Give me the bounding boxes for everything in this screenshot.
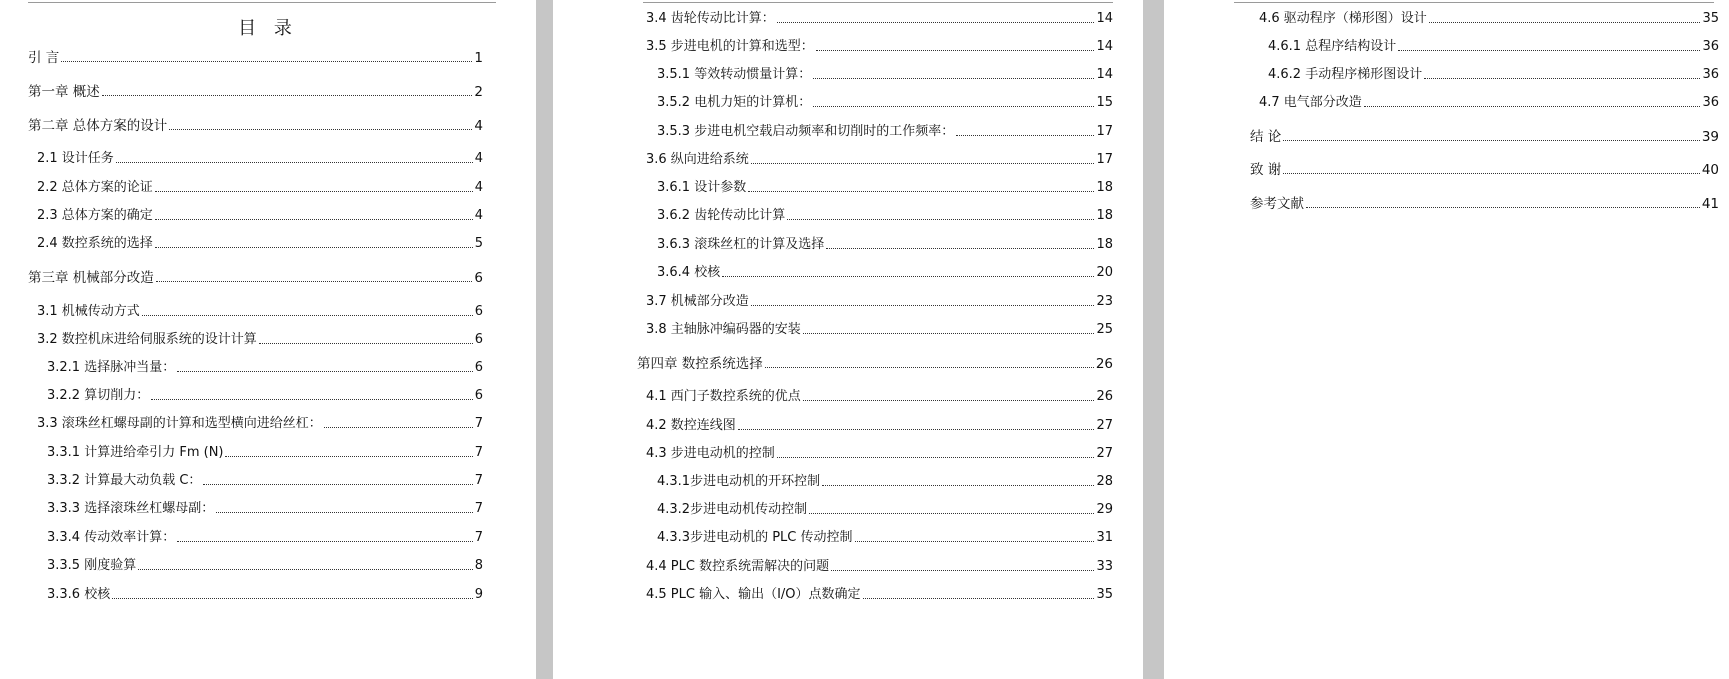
toc-entry[interactable]: 4.5 PLC 输入、输出（I/O）点数确定 35	[646, 587, 1113, 602]
toc-entry[interactable]: 3.2.2 算切削力： 6	[47, 388, 483, 403]
header-rule	[1234, 2, 1714, 3]
toc-entry[interactable]: 2.1 设计任务 4	[37, 151, 483, 166]
toc-entry[interactable]: 3.2 数控机床进给伺服系统的设计计算 6	[37, 332, 483, 347]
toc-entry[interactable]: 4.3 步进电动机的控制 27	[646, 446, 1113, 461]
toc-entry[interactable]: 3.4 齿轮传动比计算： 14	[646, 11, 1113, 26]
toc-entry[interactable]: 4.3.2步进电动机传动控制 29	[657, 502, 1113, 517]
toc-entry[interactable]: 3.3.2 计算最大动负载 C： 7	[47, 473, 483, 488]
toc-entry[interactable]: 4.4 PLC 数控系统需解决的问题 33	[646, 559, 1113, 574]
toc-title: 目 录	[238, 18, 298, 39]
toc-entry[interactable]: 3.3.5 刚度验算 8	[47, 558, 483, 573]
toc-entry[interactable]: 3.6.3 滚珠丝杠的计算及选择 18	[657, 237, 1113, 252]
toc-entry[interactable]: 4.6.1 总程序结构设计 36	[1268, 39, 1719, 54]
toc-entry[interactable]: 3.5.2 电机力矩的计算机： 15	[657, 95, 1113, 110]
toc-entry[interactable]: 4.1 西门子数控系统的优点 26	[646, 389, 1113, 404]
header-rule	[643, 2, 1113, 3]
toc-entry[interactable]: 2.2 总体方案的论证 4	[37, 180, 483, 195]
toc-entry[interactable]: 3.6.2 齿轮传动比计算 18	[657, 208, 1113, 223]
toc-entry[interactable]: 参考文献 41	[1250, 196, 1719, 212]
toc-entry[interactable]: 第一章 概述 2	[28, 84, 483, 100]
toc-entry[interactable]: 3.1 机械传动方式 6	[37, 304, 483, 319]
toc-entry[interactable]: 3.2.1 选择脉冲当量： 6	[47, 360, 483, 375]
toc-entry[interactable]: 4.3.3步进电动机的 PLC 传动控制 31	[657, 530, 1113, 545]
toc-entry[interactable]: 3.3.3 选择滚珠丝杠螺母副： 7	[47, 501, 483, 516]
toc-entry[interactable]: 第二章 总体方案的设计 4	[28, 118, 483, 134]
toc-entry[interactable]: 引 言 1	[28, 50, 483, 66]
toc-entry[interactable]: 3.3 滚珠丝杠螺母副的计算和选型横向进给丝杠： 7	[37, 416, 483, 431]
toc-entry[interactable]: 3.5.3 步进电机空载启动频率和切削时的工作频率： 17	[657, 124, 1113, 139]
toc-entry[interactable]: 3.6 纵向进给系统 17	[646, 152, 1113, 167]
toc-entry[interactable]: 3.3.1 计算进给牵引力 Fm (N) 7	[47, 445, 483, 460]
toc-entry[interactable]: 4.6.2 手动程序梯形图设计 36	[1268, 67, 1719, 82]
toc-entry[interactable]: 2.4 数控系统的选择 5	[37, 236, 483, 251]
toc-entry[interactable]: 致 谢 40	[1250, 162, 1719, 178]
toc-entry[interactable]: 3.5 步进电机的计算和选型： 14	[646, 39, 1113, 54]
toc-entry[interactable]: 3.6.1 设计参数 18	[657, 180, 1113, 195]
toc-entry[interactable]: 结 论 39	[1250, 129, 1719, 145]
toc-page-1	[0, 0, 536, 679]
header-rule	[28, 2, 496, 3]
toc-entry[interactable]: 3.7 机械部分改造 23	[646, 294, 1113, 309]
toc-page-3	[1164, 0, 1729, 679]
toc-entry[interactable]: 3.8 主轴脉冲编码器的安装 25	[646, 322, 1113, 337]
toc-entry[interactable]: 2.3 总体方案的确定 4	[37, 208, 483, 223]
toc-entry[interactable]: 3.3.4 传动效率计算： 7	[47, 530, 483, 545]
toc-page-2	[553, 0, 1143, 679]
toc-entry[interactable]: 4.2 数控连线图 27	[646, 418, 1113, 433]
toc-entry[interactable]: 3.5.1 等效转动惯量计算： 14	[657, 67, 1113, 82]
toc-entry[interactable]: 4.7 电气部分改造 36	[1259, 95, 1719, 110]
toc-entry[interactable]: 4.6 驱动程序（梯形图）设计 35	[1259, 11, 1719, 26]
toc-entry[interactable]: 4.3.1步进电动机的开环控制 28	[657, 474, 1113, 489]
toc-entry[interactable]: 第四章 数控系统选择 26	[637, 356, 1113, 372]
toc-entry[interactable]: 第三章 机械部分改造 6	[28, 270, 483, 286]
toc-entry[interactable]: 3.3.6 校核 9	[47, 587, 483, 602]
toc-entry[interactable]: 3.6.4 校核 20	[657, 265, 1113, 280]
